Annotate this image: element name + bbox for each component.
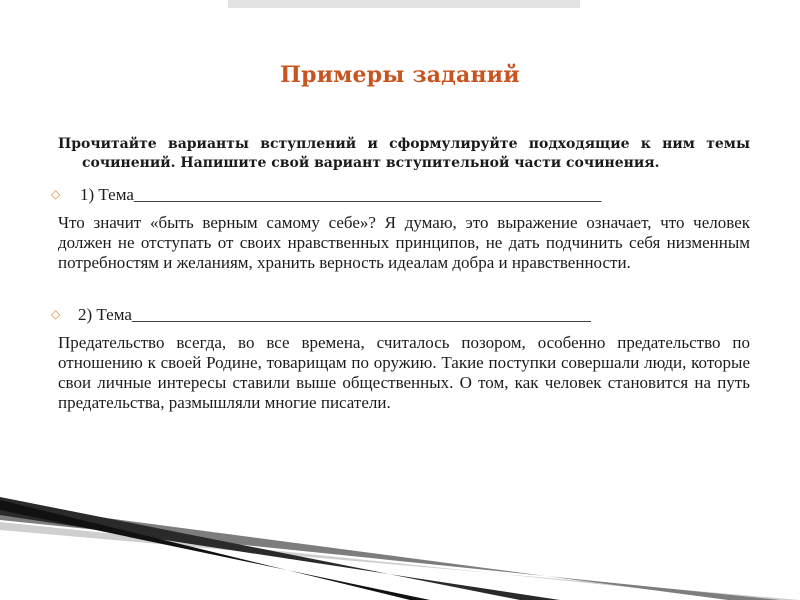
top-divider — [228, 0, 580, 8]
intro-example-one: Что значит «быть верным самому себе»? Я думаю, это выражение означает, что человек должен не отступать от своих нравственных принципов, не дать подчинить себя низменным потребностям и желаниям, хранить верность идеалам добра и нравственности. — [58, 213, 750, 272]
decor-stripe-light — [0, 522, 800, 600]
decor-stripe-black — [0, 500, 430, 600]
topic-two-line — [51, 305, 750, 327]
topic-one-label: 1) Тема_______________________________________________________ — [80, 185, 602, 204]
task-instruction: Прочитайте варианты вступлений и сформулируйте подходящие к ним темы сочинений. Напишите свой вариант вступительной части сочинения. — [58, 136, 750, 171]
topic-one-line — [51, 185, 750, 207]
intro-example-two: Предательство всегда, во все времена, считалось позором, особенно предательство по отношению к своей Родине, товарищам по оружию. Такие поступки совершали люди, которые свои личные интересы ставили выше общественных. О том, как человек становится на путь предательства, размышляли многие писатели. — [58, 333, 750, 412]
slide-content — [51, 135, 750, 413]
diamond-outline-icon: ◇ — [51, 307, 61, 321]
diamond-outline-icon: ◇ — [51, 187, 61, 201]
decor-stripe-dark — [0, 497, 560, 600]
topic-two-label: 2) Тема______________________________________________________ — [78, 305, 591, 324]
page-title: Примеры заданий — [280, 62, 520, 88]
decor-stripe-gray — [0, 504, 780, 600]
